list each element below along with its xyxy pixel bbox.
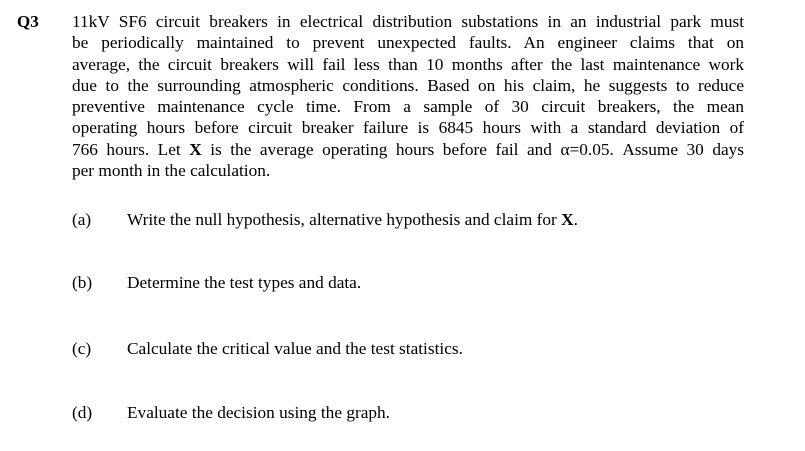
intro-line-4: due to the surrounding atmospheric conditions. Based on his claim, he suggests to reduce (72, 75, 744, 95)
part-c-text: Calculate the critical value and the test statistics. (127, 339, 463, 358)
intro-line-3: average, the circuit breakers will fail less than 10 months after the last maintenance work (72, 54, 744, 74)
question-number: Q3 (17, 12, 39, 31)
intro-line-1: 11kV SF6 circuit breakers in electrical distribution substations in an industrial park must (72, 12, 744, 31)
part-c-label: (c) (72, 339, 92, 358)
intro-line-5: preventive maintenance cycle time. From a sample of 30 circuit breakers, the mean (72, 97, 744, 117)
part-a-text (127, 209, 578, 230)
intro-line-2: be periodically maintained to prevent unexpected faults. An engineer claims that on (72, 33, 744, 53)
part-d-text: Evaluate the decision using the graph. (127, 403, 390, 422)
variable-x: X (189, 139, 202, 159)
part-a-variable-x: X (561, 210, 574, 229)
part-a-text-main: Write the null hypothesis, alternative hypothesis and claim for (127, 210, 562, 229)
part-b-label: (b) (72, 273, 93, 292)
part-d-label: (d) (72, 403, 93, 422)
intro-line-8: per month in the calculation. (72, 161, 271, 181)
question-intro (72, 11, 744, 181)
part-a-label: (a) (72, 210, 92, 229)
intro-line-7-end: is the average operating hours before fail and α=0.05. Assume 30 days (201, 139, 744, 159)
intro-line-7-start: 766 hours. Let (72, 139, 190, 159)
part-a-text-end: . (573, 210, 578, 229)
part-b-text: Determine the test types and data. (127, 273, 362, 292)
intro-line-6: operating hours before circuit breaker failure is 6845 hours with a standard deviation of (72, 118, 744, 138)
intro-line-7 (72, 139, 744, 160)
